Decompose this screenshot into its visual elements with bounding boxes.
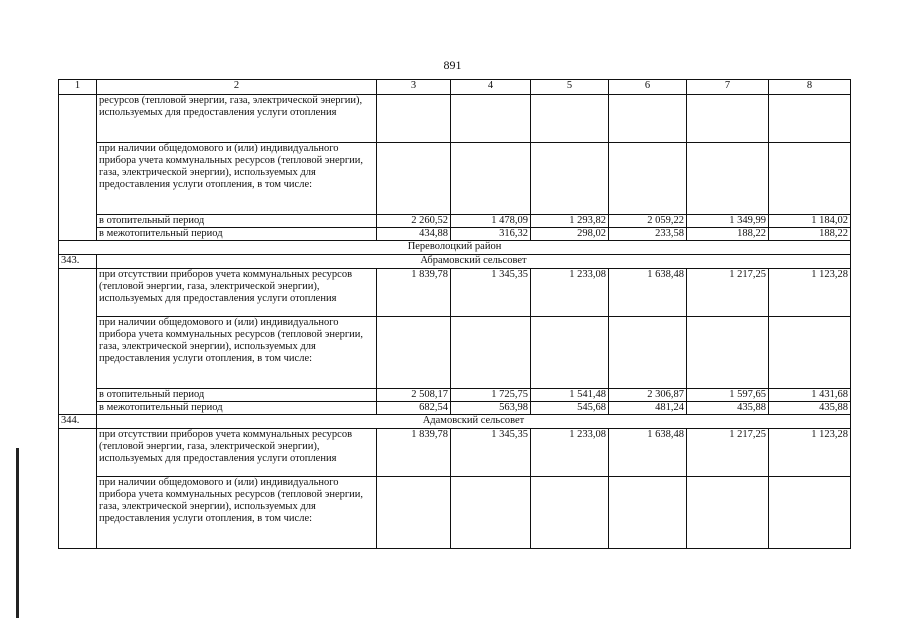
row-description: при отсутствии приборов учета коммунальных ресурсов (тепловой энергии, газа, электрической энергии), используемых для предоставления услуги отопления bbox=[97, 429, 377, 477]
value-cell: 2 260,52 bbox=[377, 215, 451, 228]
row-number-cell bbox=[59, 269, 97, 415]
section-title: Абрамовский сельсовет bbox=[97, 255, 851, 269]
section-row bbox=[59, 415, 851, 429]
value-cell: 1 217,25 bbox=[687, 269, 769, 317]
value-cell: 2 508,17 bbox=[377, 389, 451, 402]
value-cell: 1 478,09 bbox=[451, 215, 531, 228]
row-description: при наличии общедомового и (или) индивидуального прибора учета коммунальных ресурсов (тепловой энергии, газа, электрической энергии), используемых для предоставления услуги отопления, в том числе: bbox=[97, 317, 377, 389]
value-cell: 545,68 bbox=[531, 402, 609, 415]
page-number: 891 bbox=[443, 58, 462, 72]
row-description: в межотопительный период bbox=[97, 228, 377, 241]
value-cell: 1 839,78 bbox=[377, 269, 451, 317]
header-row bbox=[59, 80, 851, 95]
value-cell: 1 597,65 bbox=[687, 389, 769, 402]
row-description: при наличии общедомового и (или) индивидуального прибора учета коммунальных ресурсов (тепловой энергии, газа, электрической энергии), используемых для предоставления услуги отопления, в том числе: bbox=[97, 143, 377, 215]
value-cell bbox=[609, 477, 687, 549]
table-body bbox=[59, 80, 851, 549]
value-cell: 2 306,87 bbox=[609, 389, 687, 402]
value-cell bbox=[531, 143, 609, 215]
header-cell: 1 bbox=[59, 80, 97, 95]
value-cell: 1 541,48 bbox=[531, 389, 609, 402]
value-cell bbox=[609, 317, 687, 389]
header-cell: 8 bbox=[769, 80, 851, 95]
row-number-cell bbox=[59, 429, 97, 549]
value-cell: 316,32 bbox=[451, 228, 531, 241]
value-cell: 434,88 bbox=[377, 228, 451, 241]
header-cell: 2 bbox=[97, 80, 377, 95]
header-cell: 4 bbox=[451, 80, 531, 95]
value-cell: 188,22 bbox=[687, 228, 769, 241]
row-description: в отопительный период bbox=[97, 389, 377, 402]
row-description: при наличии общедомового и (или) индивидуального прибора учета коммунальных ресурсов (тепловой энергии, газа, электрической энергии), используемых для предоставления услуги отопления, в том числе: bbox=[97, 477, 377, 549]
table-row bbox=[59, 477, 851, 549]
value-cell bbox=[377, 143, 451, 215]
value-cell: 1 123,28 bbox=[769, 269, 851, 317]
value-cell bbox=[609, 95, 687, 143]
header-cell: 3 bbox=[377, 80, 451, 95]
value-cell: 1 638,48 bbox=[609, 269, 687, 317]
value-cell: 1 725,75 bbox=[451, 389, 531, 402]
section-title: Адамовский сельсовет bbox=[97, 415, 851, 429]
value-cell bbox=[531, 477, 609, 549]
table-row bbox=[59, 95, 851, 143]
value-cell: 1 839,78 bbox=[377, 429, 451, 477]
value-cell bbox=[377, 477, 451, 549]
value-cell bbox=[769, 317, 851, 389]
value-cell bbox=[451, 317, 531, 389]
value-cell bbox=[687, 477, 769, 549]
header-cell: 6 bbox=[609, 80, 687, 95]
value-cell bbox=[769, 477, 851, 549]
row-description: ресурсов (тепловой энергии, газа, электрической энергии), используемых для предоставления услуги отопления bbox=[97, 95, 377, 143]
value-cell: 1 293,82 bbox=[531, 215, 609, 228]
row-description: в межотопительный период bbox=[97, 402, 377, 415]
value-cell bbox=[687, 143, 769, 215]
value-cell: 1 431,68 bbox=[769, 389, 851, 402]
value-cell bbox=[769, 95, 851, 143]
row-description: в отопительный период bbox=[97, 215, 377, 228]
value-cell: 1 123,28 bbox=[769, 429, 851, 477]
value-cell bbox=[687, 95, 769, 143]
value-cell: 1 233,08 bbox=[531, 429, 609, 477]
row-description: при отсутствии приборов учета коммунальных ресурсов (тепловой энергии, газа, электрической энергии), используемых для предоставления услуги отопления bbox=[97, 269, 377, 317]
value-cell: 682,54 bbox=[377, 402, 451, 415]
header-cell: 7 bbox=[687, 80, 769, 95]
value-cell: 563,98 bbox=[451, 402, 531, 415]
value-cell bbox=[609, 143, 687, 215]
value-cell: 233,58 bbox=[609, 228, 687, 241]
value-cell bbox=[531, 95, 609, 143]
table-row bbox=[59, 143, 851, 215]
value-cell: 481,24 bbox=[609, 402, 687, 415]
table-row bbox=[59, 429, 851, 477]
value-cell bbox=[451, 95, 531, 143]
value-cell bbox=[377, 317, 451, 389]
value-cell bbox=[377, 95, 451, 143]
value-cell bbox=[769, 143, 851, 215]
value-cell: 1 184,02 bbox=[769, 215, 851, 228]
value-cell: 188,22 bbox=[769, 228, 851, 241]
value-cell bbox=[531, 317, 609, 389]
table-row bbox=[59, 317, 851, 389]
section-number: 343. bbox=[59, 255, 97, 269]
tariff-table bbox=[58, 79, 851, 549]
value-cell: 2 059,22 bbox=[609, 215, 687, 228]
section-row bbox=[59, 255, 851, 269]
value-cell bbox=[451, 143, 531, 215]
table-row bbox=[59, 269, 851, 317]
table-row bbox=[59, 215, 851, 228]
section-number: 344. bbox=[59, 415, 97, 429]
table-row bbox=[59, 402, 851, 415]
scan-edge-mark bbox=[16, 448, 19, 618]
value-cell: 298,02 bbox=[531, 228, 609, 241]
value-cell bbox=[687, 317, 769, 389]
table-row bbox=[59, 228, 851, 241]
table-row bbox=[59, 389, 851, 402]
value-cell: 1 345,35 bbox=[451, 269, 531, 317]
row-number-cell bbox=[59, 95, 97, 241]
value-cell: 435,88 bbox=[769, 402, 851, 415]
value-cell: 1 638,48 bbox=[609, 429, 687, 477]
value-cell: 435,88 bbox=[687, 402, 769, 415]
value-cell: 1 217,25 bbox=[687, 429, 769, 477]
header-cell: 5 bbox=[531, 80, 609, 95]
value-cell bbox=[451, 477, 531, 549]
value-cell: 1 233,08 bbox=[531, 269, 609, 317]
region-title: Переволоцкий район bbox=[59, 241, 851, 255]
region-row bbox=[59, 241, 851, 255]
value-cell: 1 345,35 bbox=[451, 429, 531, 477]
value-cell: 1 349,99 bbox=[687, 215, 769, 228]
